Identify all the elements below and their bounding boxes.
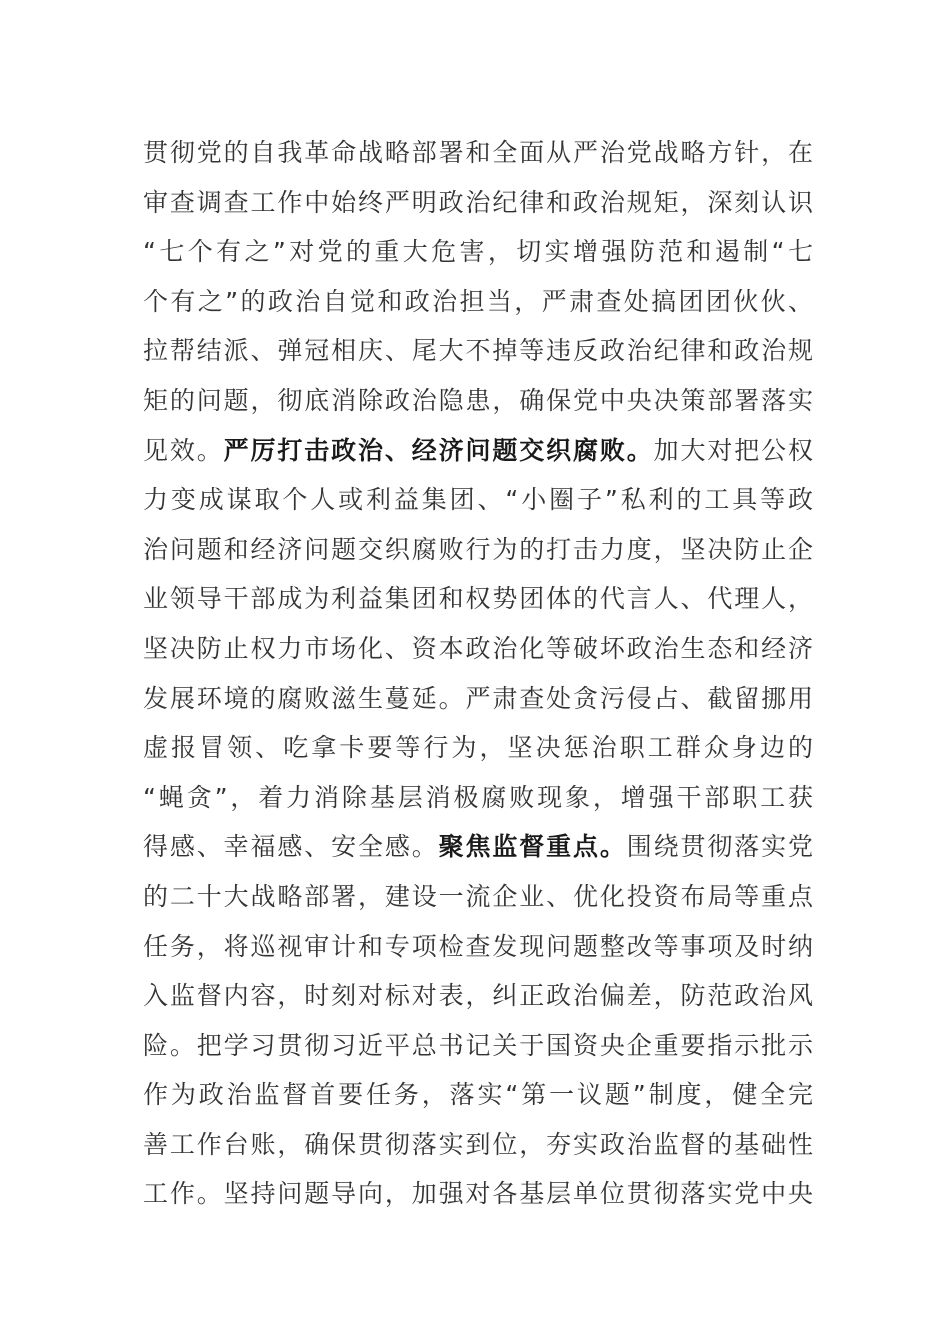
text-line: [143, 525, 813, 575]
body-text: 加大对把公权: [653, 435, 813, 465]
body-text: “七个有之”对党的重大危害，切实增强防范和遏制“七: [143, 237, 813, 267]
text-line: [143, 376, 813, 426]
text-line: [143, 773, 813, 823]
bold-heading-text: 聚焦监督重点。: [438, 832, 627, 862]
body-text: 见效。: [143, 435, 224, 465]
body-text: 险。把学习贯彻习近平总书记关于国资央企重要指示批示: [143, 1030, 813, 1060]
body-text: 业领导干部成为利益集团和权势团体的代言人、代理人，: [143, 584, 813, 614]
text-line: [143, 674, 813, 724]
text-line: [143, 822, 813, 872]
text-line: [143, 922, 813, 972]
text-line: [143, 277, 813, 327]
text-line: [143, 971, 813, 1021]
body-text: 力变成谋取个人或利益集团、“小圈子”私利的工具等政: [143, 485, 813, 515]
text-line: [143, 574, 813, 624]
text-line: [143, 326, 813, 376]
text-line: [143, 1169, 813, 1219]
body-text: “蝇贪”，着力消除基层消极腐败现象，增强干部职工获: [143, 782, 813, 812]
bold-heading-text: 严厉打击政治、经济问题交织腐败。: [223, 435, 654, 465]
text-line: [143, 872, 813, 922]
body-text: 善工作台账，确保贯彻落实到位，夯实政治监督的基础性: [143, 1129, 813, 1159]
body-text: 工作。坚持问题导向，加强对各基层单位贯彻落实党中央: [143, 1179, 813, 1209]
body-text: 拉帮结派、弹冠相庆、尾大不掉等违反政治纪律和政治规: [143, 336, 813, 366]
text-line: [143, 624, 813, 674]
body-text: 围绕贯彻落实党: [626, 832, 813, 862]
body-text: 坚决防止权力市场化、资本政治化等破坏政治生态和经济: [143, 633, 813, 663]
body-text: 得感、幸福感、安全感。: [143, 832, 439, 862]
body-text: 矩的问题，彻底消除政治隐患，确保党中央决策部署落实: [143, 385, 813, 415]
text-line: [143, 723, 813, 773]
body-text: 作为政治监督首要任务，落实“第一议题”制度，健全完: [143, 1080, 813, 1110]
body-text: 任务，将巡视审计和专项检查发现问题整改等事项及时纳: [143, 931, 813, 961]
body-paragraph: [143, 128, 813, 1219]
body-text: 虚报冒领、吃拿卡要等行为，坚决惩治职工群众身边的: [143, 733, 813, 763]
body-text: 个有之”的政治自觉和政治担当，严肃查处搞团团伙伙、: [143, 286, 813, 316]
body-text: 发展环境的腐败滋生蔓延。严肃查处贪污侵占、截留挪用: [143, 683, 813, 713]
body-text: 审查调查工作中始终严明政治纪律和政治规矩，深刻认识: [143, 187, 813, 217]
body-text: 贯彻党的自我革命战略部署和全面从严治党战略方针，在: [143, 138, 813, 167]
body-text: 入监督内容，时刻对标对表，纠正政治偏差，防范政治风: [143, 981, 813, 1011]
text-line: [143, 426, 813, 476]
text-line: [143, 178, 813, 228]
text-line: [143, 128, 813, 178]
body-text: 的二十大战略部署，建设一流企业、优化投资布局等重点: [143, 881, 813, 911]
body-text: 治问题和经济问题交织腐败行为的打击力度，坚决防止企: [143, 534, 813, 564]
text-line: [143, 475, 813, 525]
text-line: [143, 1070, 813, 1120]
text-line: [143, 1120, 813, 1170]
text-line: [143, 227, 813, 277]
text-line: [143, 1021, 813, 1071]
